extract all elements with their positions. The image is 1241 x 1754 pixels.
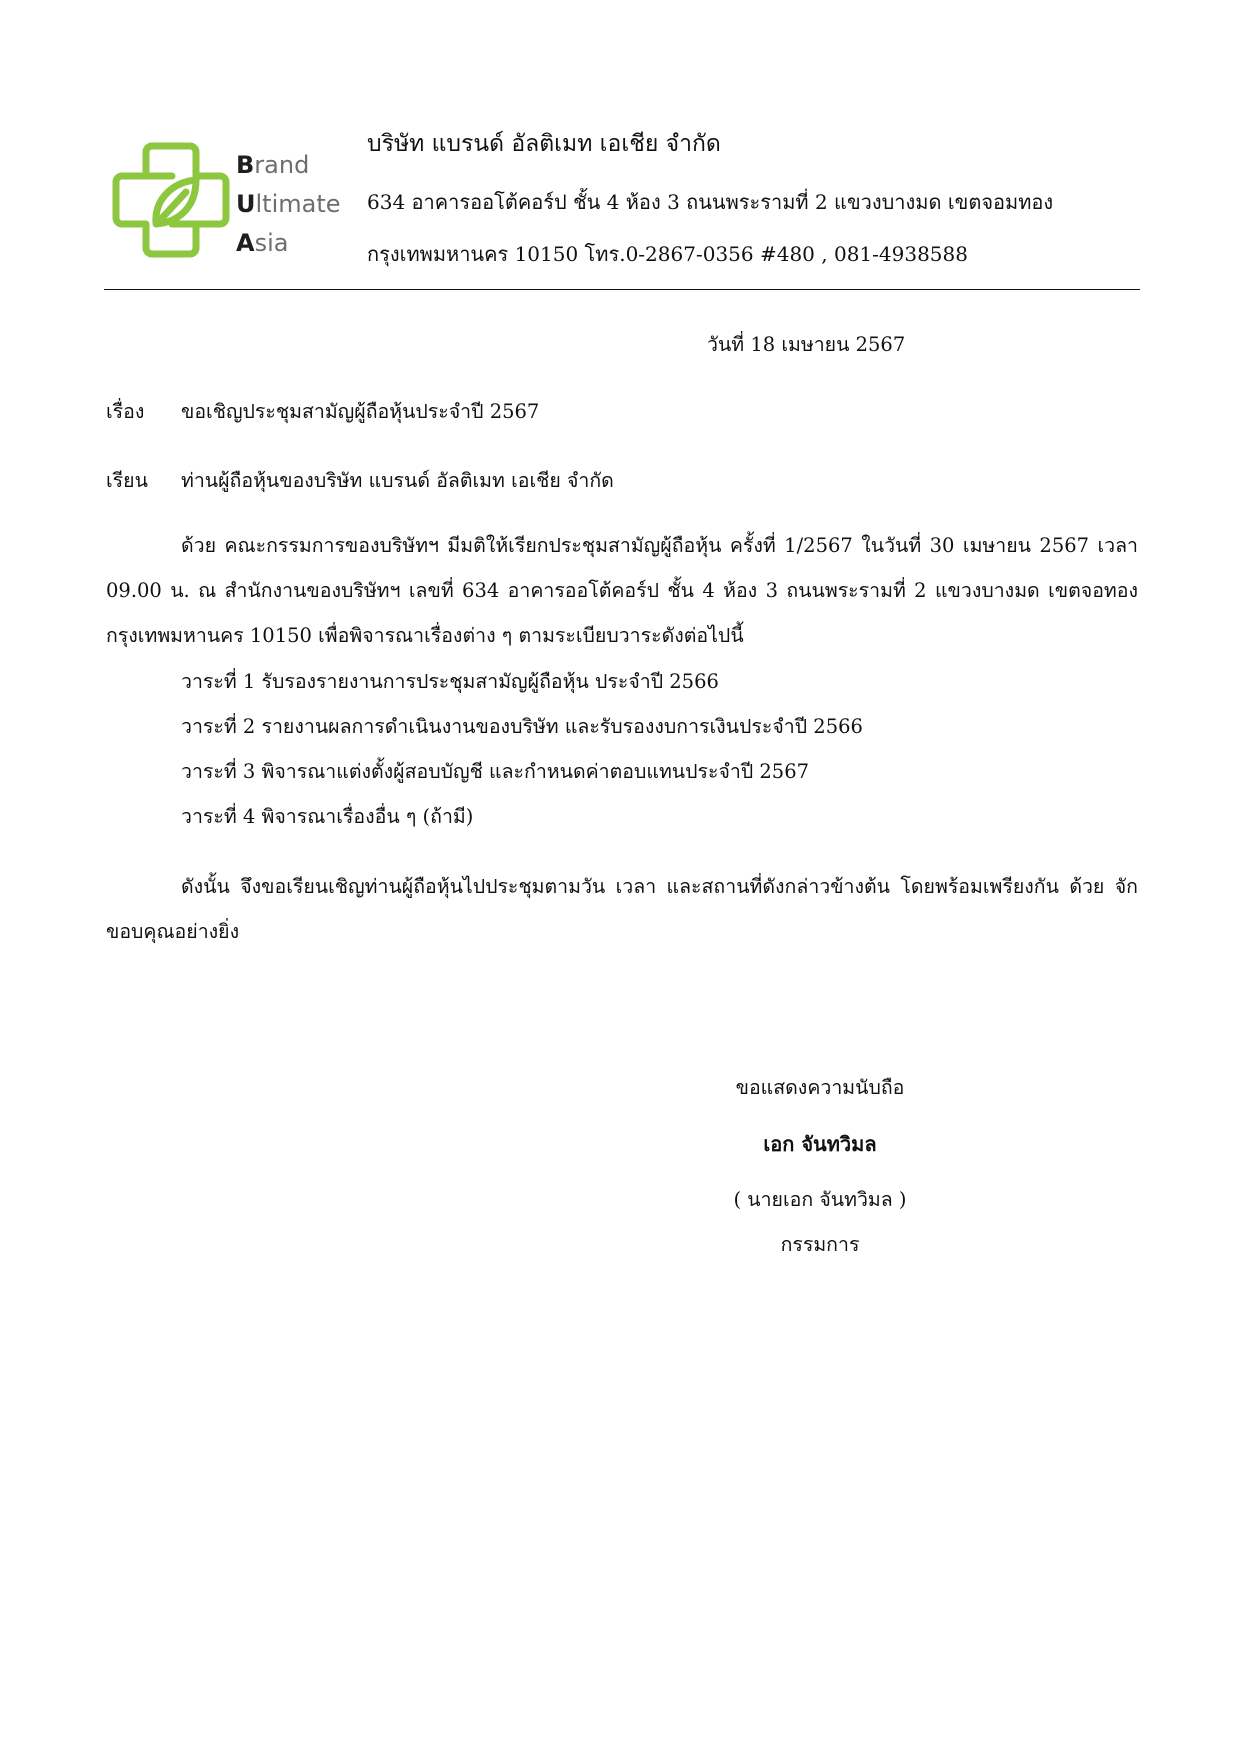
logo-word-brand: Brand bbox=[236, 151, 310, 179]
logo-word-ultimate: Ultimate bbox=[236, 190, 341, 218]
body-paragraph-1: ด้วย คณะกรรมการของบริษัทฯ มีมติให้เรียกประชุมสามัญผู้ถือหุ้น ครั้งที่ 1/2567 ในวันที่ 30 เมษายน 2567 เวลา 09.00 น. ณ สำนักงานของบริษัทฯ เลขที่ 634 อาคารออโต้คอร์ป ชั้น 4 ห้อง 3 ถนนพระรามที่ 2 แขวงบางมด เขตจอทอง กรุงเทพมหานคร 10150 เพื่อพิจารณาเรื่องต่าง ๆ ตามระเบียบวาระดังต่อไปนี้ bbox=[106, 534, 1138, 647]
company-address-line2: กรุงเทพมหานคร 10150 โทร.0-2867-0356 #480 , 081-4938588 bbox=[367, 242, 968, 266]
recipient-text: ท่านผู้ถือหุ้นของบริษัท แบรนด์ อัลติเมท เอเชีย จำกัด bbox=[181, 469, 614, 492]
signature-signed-name: เอก จันทวิมล bbox=[763, 1132, 877, 1156]
letterhead-divider bbox=[104, 289, 1140, 290]
logo-wordmark bbox=[236, 146, 341, 263]
subject-label: เรื่อง bbox=[106, 400, 145, 423]
agenda-item: วาระที่ 1 รับรองรายงานการประชุมสามัญผู้ถือหุ้น ประจำปี 2566 bbox=[181, 670, 719, 693]
signature-title: กรรมการ bbox=[780, 1233, 860, 1256]
recipient-label: เรียน bbox=[106, 469, 148, 492]
letter-date: วันที่ 18 เมษายน 2567 bbox=[707, 333, 906, 356]
company-logo bbox=[112, 140, 344, 265]
company-name: บริษัท แบรนด์ อัลติเมท เอเชีย จำกัด bbox=[367, 131, 721, 157]
body-paragraph-2: ดังนั้น จึงขอเรียนเชิญท่านผู้ถือหุ้นไปประชุมตามวัน เวลา และสถานที่ดังกล่าวข้างต้น โดยพร้อมเพรียงกัน ด้วย จักขอบคุณอย่างยิ่ง bbox=[106, 875, 1138, 943]
logo-word-asia: Asia bbox=[236, 229, 289, 257]
signature-full-name: ( นายเอก จันทวิมล ) bbox=[733, 1188, 907, 1211]
cross-leaf-icon bbox=[112, 140, 232, 262]
company-address-line1: 634 อาคารออโต้คอร์ป ชั้น 4 ห้อง 3 ถนนพระรามที่ 2 แขวงบางมด เขตจอมทอง bbox=[367, 190, 1054, 214]
agenda-item: วาระที่ 3 พิจารณาแต่งตั้งผู้สอบบัญชี และกำหนดค่าตอบแทนประจำปี 2567 bbox=[181, 760, 810, 783]
agenda-item: วาระที่ 4 พิจารณาเรื่องอื่น ๆ (ถ้ามี) bbox=[181, 805, 474, 828]
agenda-item: วาระที่ 2 รายงานผลการดำเนินงานของบริษัท และรับรองงบการเงินประจำปี 2566 bbox=[181, 715, 863, 738]
subject-text: ขอเชิญประชุมสามัญผู้ถือหุ้นประจำปี 2567 bbox=[181, 400, 540, 423]
signature-closing: ขอแสดงความนับถือ bbox=[735, 1076, 905, 1099]
